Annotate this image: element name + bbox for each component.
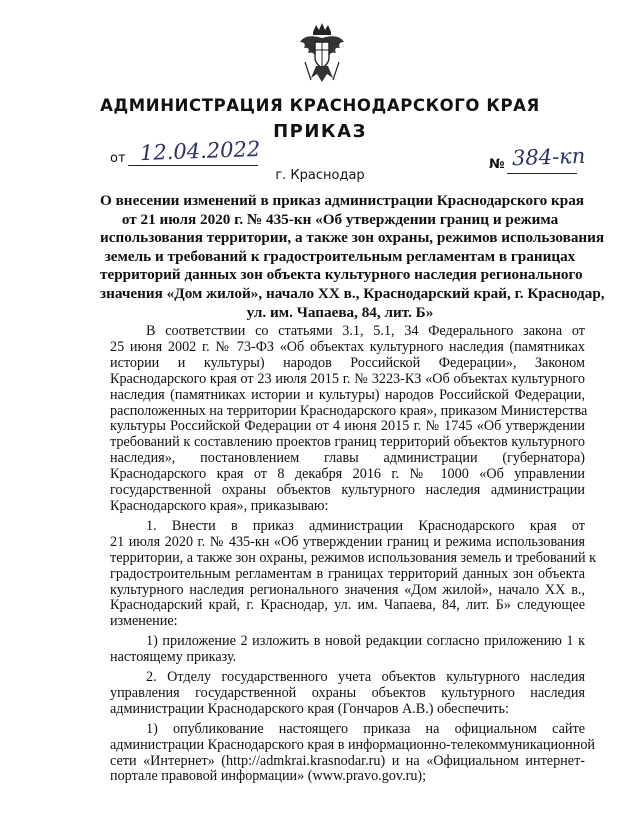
paragraph-line: Краснодарского края от 23 июля 2015 г. № 3223-КЗ «Об объектах культурного: [110, 370, 585, 387]
paragraph-line: 2. Отделу государственного учета объектов культурного наследия: [146, 669, 585, 686]
city-name: г. Краснодар: [275, 168, 365, 183]
coat-of-arms-icon: [297, 22, 347, 84]
title-line: ул. им. Чапаева, 84, лит. Б»: [246, 303, 434, 321]
number-label: №: [489, 157, 505, 172]
document-type: ПРИКАЗ: [273, 121, 367, 142]
paragraph-line: администрации Краснодарского края в информационно-телекоммуникационной: [110, 736, 596, 753]
paragraph-line: Краснодарский край, г. Краснодар, ул. им. Чапаева, 84, лит. Б» следующее: [110, 597, 585, 614]
paragraph-line: Краснодарского края», приказываю:: [110, 497, 329, 514]
title-line: значения «Дом жилой», начало ХХ в., Краснодарский край, г. Краснодар,: [100, 284, 605, 302]
paragraph-line: портале правовой информации» (www.pravo.gov.ru);: [110, 768, 427, 785]
number-underline: [507, 173, 577, 174]
paragraph: [110, 634, 585, 666]
paragraph-line: территории, а также зон охраны, режимов использования земель и требований к: [110, 549, 597, 566]
paragraph-line: градостроительным регламентам в границах территорий данных зон объекта: [110, 565, 585, 582]
date-underline: [128, 165, 258, 166]
paragraph-line: администрации Краснодарского края (Гончаров А.В.) обеспечить:: [110, 700, 509, 717]
paragraph-line: Краснодарского края от 8 декабря 2016 г. № 1000 «Об управлении: [110, 466, 585, 483]
paragraph: [110, 720, 596, 786]
organization-name: АДМИНИСТРАЦИЯ КРАСНОДАРСКОГО КРАЯ: [100, 96, 540, 115]
paragraph: [110, 670, 585, 718]
paragraph-line: 1) опубликование настоящего приказа на официальном сайте: [146, 720, 585, 737]
paragraph-line: В соответствии со статьями 3.1, 5.1, 34 Федерального закона от: [146, 323, 585, 339]
title-line: использования территории, а также зон охраны, режимов использования: [100, 229, 605, 247]
paragraph-line: изменение:: [110, 613, 178, 630]
paragraph: [110, 517, 597, 630]
paragraph-line: сети «Интернет» (http://admkrai.krasnodar.ru) и на «Официальном интернет-: [110, 752, 585, 769]
paragraph-line: культурного наследия регионального значения «Дом жилой», начало ХХ в.,: [110, 581, 585, 598]
paragraph-line: управления государственной охраны объектов культурного наследия: [110, 684, 585, 701]
title-line: земель и требований к градостроительным регламентам в границах: [104, 247, 576, 265]
paragraph: [110, 323, 588, 515]
handwritten-date: 12.04.2022: [139, 136, 261, 166]
paragraph-line: расположенных на территории Краснодарского края», приказом Министерства: [110, 402, 588, 419]
document-body: [110, 323, 597, 785]
title-line: О внесении изменений в приказ администрации Краснодарского края: [100, 192, 585, 209]
paragraph-line: 21 июля 2020 г. № 435-кн «Об утверждении границ и режима использования: [110, 533, 585, 550]
handwritten-number: 384-кп: [511, 143, 586, 171]
paragraph-line: истории и культуры) народов Российской Федерации», Законом: [110, 354, 585, 371]
paragraph-line: 1) приложение 2 изложить в новой редакции согласно приложению 1 к: [146, 633, 585, 650]
paragraph-line: 25 июня 2002 г. № 73-ФЗ «Об объектах культурного наследия (памятниках: [110, 338, 585, 355]
paragraph-line: наследия (памятниках истории и культуры) народов Российской Федерации,: [110, 386, 585, 403]
paragraph-line: государственной охраны объектов культурного наследия администрации: [110, 482, 585, 499]
paragraph-line: культуры Российской Федерации от 4 июня 2015 г. № 1745 «Об утверждении: [110, 418, 585, 435]
paragraph-line: настоящему приказу.: [110, 649, 237, 666]
document-title: [100, 192, 605, 322]
title-line: от 21 июля 2020 г. № 435-кн «Об утверждении границ и режима: [121, 210, 559, 228]
date-label: от: [110, 151, 126, 166]
paragraph-line: требований к составлению проектов границ территорий объектов культурного: [110, 434, 585, 451]
paragraph-line: 1. Внести в приказ администрации Краснодарского края от: [146, 517, 585, 534]
paragraph-line: наследия», постановлением главы администрации (губернатора): [110, 450, 585, 467]
title-line: территорий данных зон объекта культурного наследия регионального: [100, 266, 583, 284]
